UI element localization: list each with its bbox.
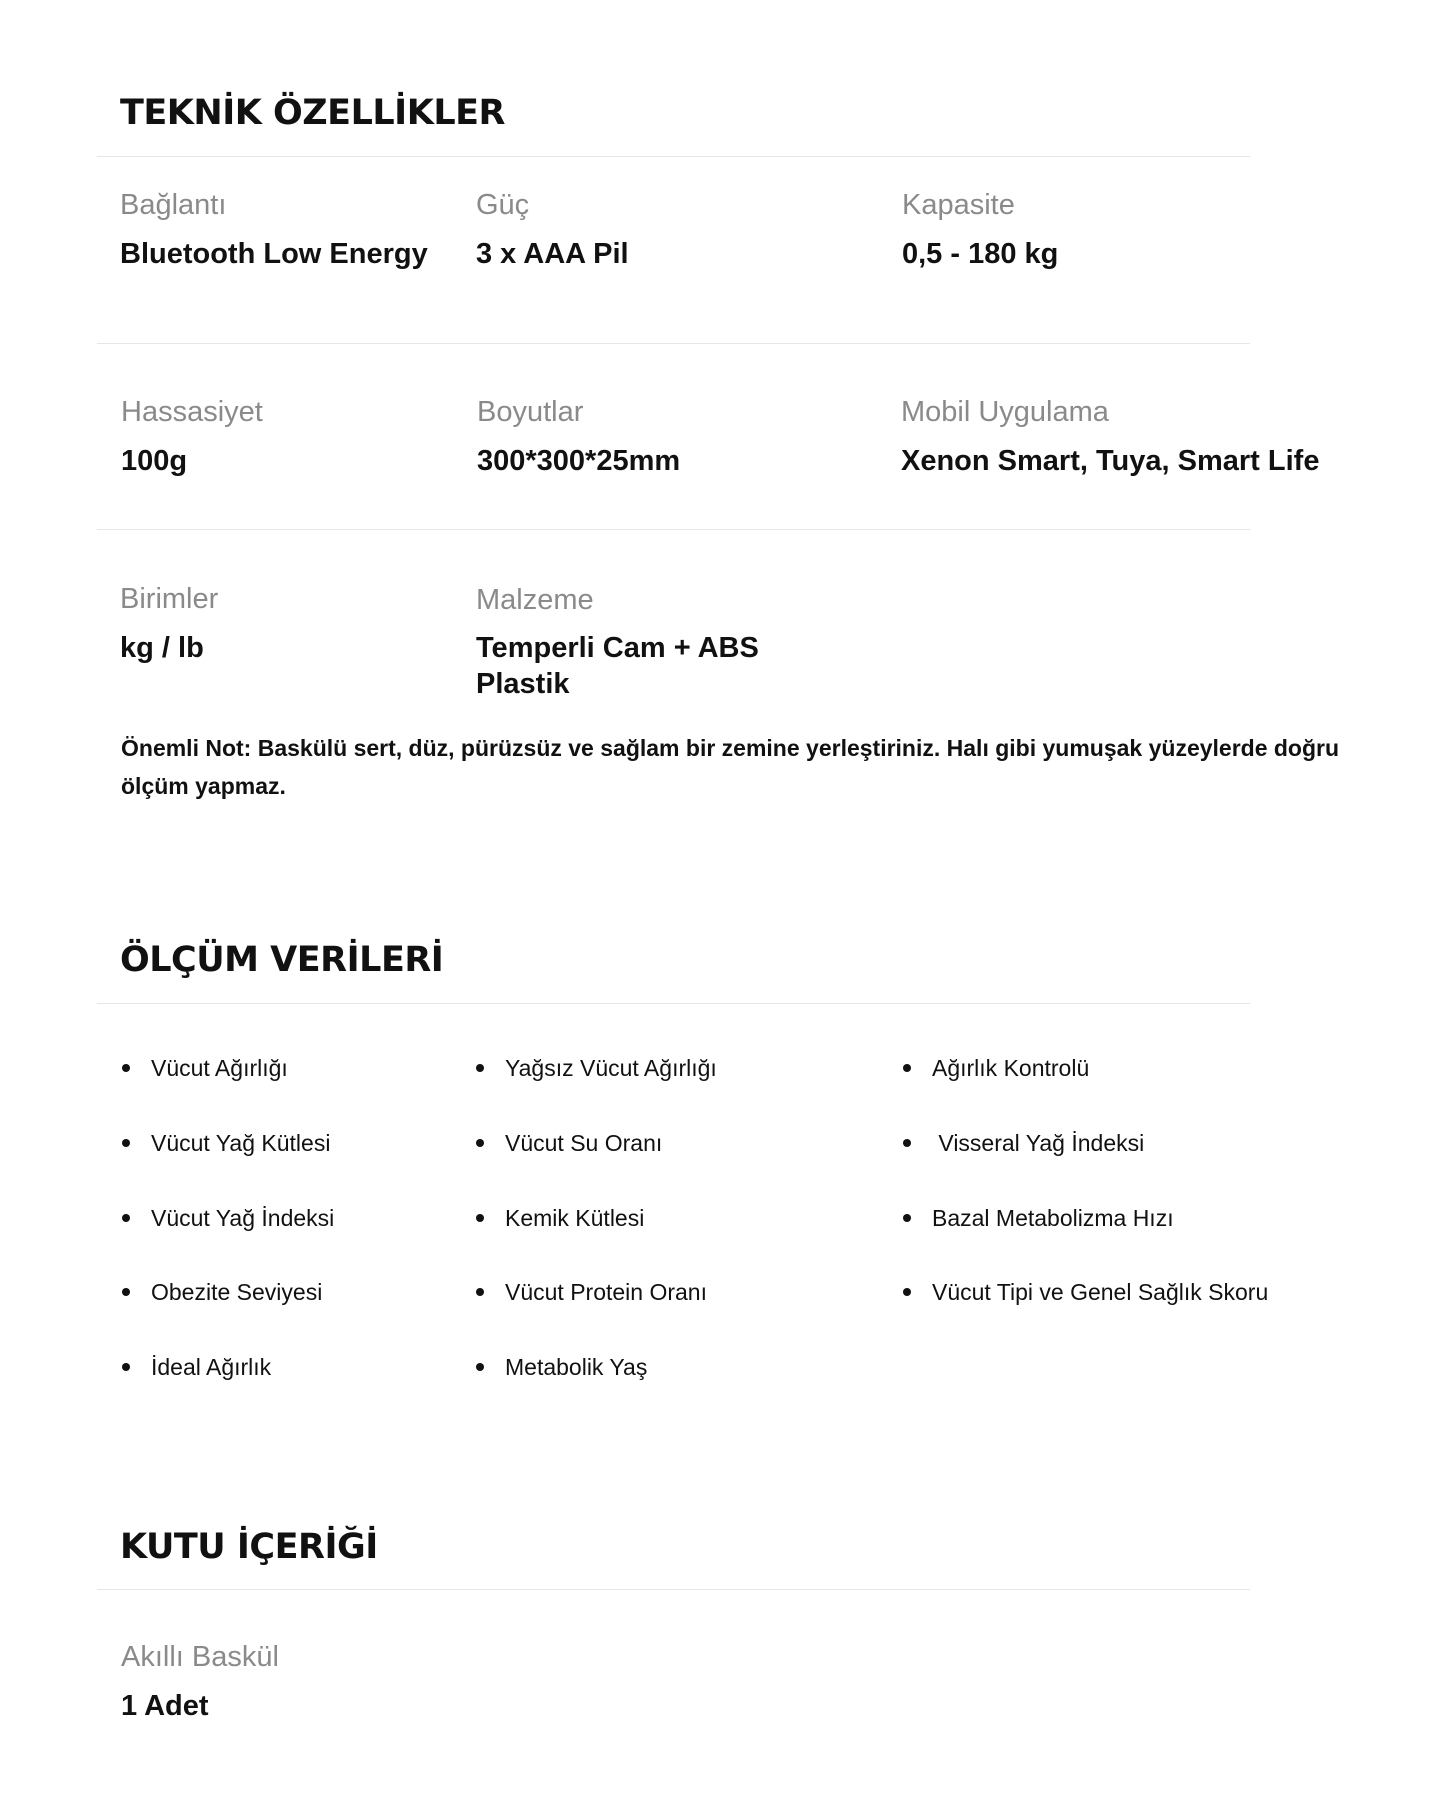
list-item-label: Bazal Metabolizma Hızı <box>932 1205 1174 1231</box>
list-item-label: Vücut Tipi ve Genel Sağlık Skoru <box>932 1279 1269 1305</box>
spec-label-kapasite: Kapasite <box>902 189 1015 221</box>
measurements-title: ÖLÇÜM VERİLERİ <box>120 940 444 980</box>
divider <box>97 343 1250 344</box>
spec-value-malzeme: Temperli Cam + ABS Plastik <box>476 632 759 700</box>
spec-label-mobil-uygulama: Mobil Uygulama <box>901 396 1109 428</box>
bullet-icon <box>476 1064 484 1072</box>
technical-specs-title: TEKNİK ÖZELLİKLER <box>120 93 505 133</box>
list-item-label: Vücut Yağ İndeksi <box>151 1205 335 1231</box>
list-item-label: Kemik Kütlesi <box>505 1205 645 1231</box>
divider <box>97 1589 1250 1590</box>
list-item-label: Vücut Ağırlığı <box>151 1055 288 1081</box>
list-item-label: Obezite Seviyesi <box>151 1279 323 1305</box>
list-item-label: Visseral Yağ İndeksi <box>932 1130 1145 1156</box>
spec-value-hassasiyet: 100g <box>121 445 188 477</box>
list-item-label: Metabolik Yaş <box>505 1354 648 1380</box>
spec-label-malzeme: Malzeme <box>476 584 594 616</box>
list-item-label: Vücut Yağ Kütlesi <box>151 1130 331 1156</box>
bullet-icon <box>122 1214 130 1222</box>
bullet-icon <box>122 1288 130 1296</box>
divider <box>97 529 1250 530</box>
bullet-icon <box>122 1363 130 1371</box>
spec-value-baglanti: Bluetooth Low Energy <box>120 238 428 270</box>
spec-label-birimler: Birimler <box>120 583 219 615</box>
bullet-icon <box>122 1064 130 1072</box>
spec-label-boyutlar: Boyutlar <box>477 396 584 428</box>
bullet-icon <box>903 1139 911 1147</box>
bullet-icon <box>476 1139 484 1147</box>
bullet-icon <box>122 1139 130 1147</box>
bullet-icon <box>476 1288 484 1296</box>
spec-value-boyutlar: 300*300*25mm <box>477 445 681 477</box>
list-item-label: Ağırlık Kontrolü <box>932 1055 1090 1081</box>
divider <box>97 156 1250 157</box>
spec-value-kapasite: 0,5 - 180 kg <box>902 238 1059 270</box>
spec-label-guc: Güç <box>476 189 530 221</box>
box-contents-title: KUTU İÇERİĞİ <box>120 1527 378 1567</box>
box-item-label: Akıllı Baskül <box>121 1641 279 1673</box>
bullet-icon <box>476 1214 484 1222</box>
bullet-icon <box>903 1288 911 1296</box>
bullet-icon <box>903 1214 911 1222</box>
important-note: Önemli Not: Baskülü sert, düz, pürüzsüz ve sağlam bir zemine yerleştiriniz. Halı gibi yumuşak yüzeylerde doğru ölçüm yapmaz. <box>121 735 1340 799</box>
spec-value-guc: 3 x AAA Pil <box>476 238 629 270</box>
box-item-value: 1 Adet <box>121 1690 209 1722</box>
list-item-label: İdeal Ağırlık <box>151 1354 272 1380</box>
bullet-icon <box>903 1064 911 1072</box>
spec-value-birimler: kg / lb <box>120 632 204 664</box>
spec-label-baglanti: Bağlantı <box>120 189 227 221</box>
spec-label-hassasiyet: Hassasiyet <box>121 396 263 428</box>
spec-value-mobil-uygulama: Xenon Smart, Tuya, Smart Life <box>901 445 1320 477</box>
list-item-label: Yağsız Vücut Ağırlığı <box>505 1055 717 1081</box>
list-item-label: Vücut Su Oranı <box>505 1130 663 1156</box>
divider <box>97 1003 1250 1004</box>
bullet-icon <box>476 1363 484 1371</box>
list-item-label: Vücut Protein Oranı <box>505 1279 707 1305</box>
